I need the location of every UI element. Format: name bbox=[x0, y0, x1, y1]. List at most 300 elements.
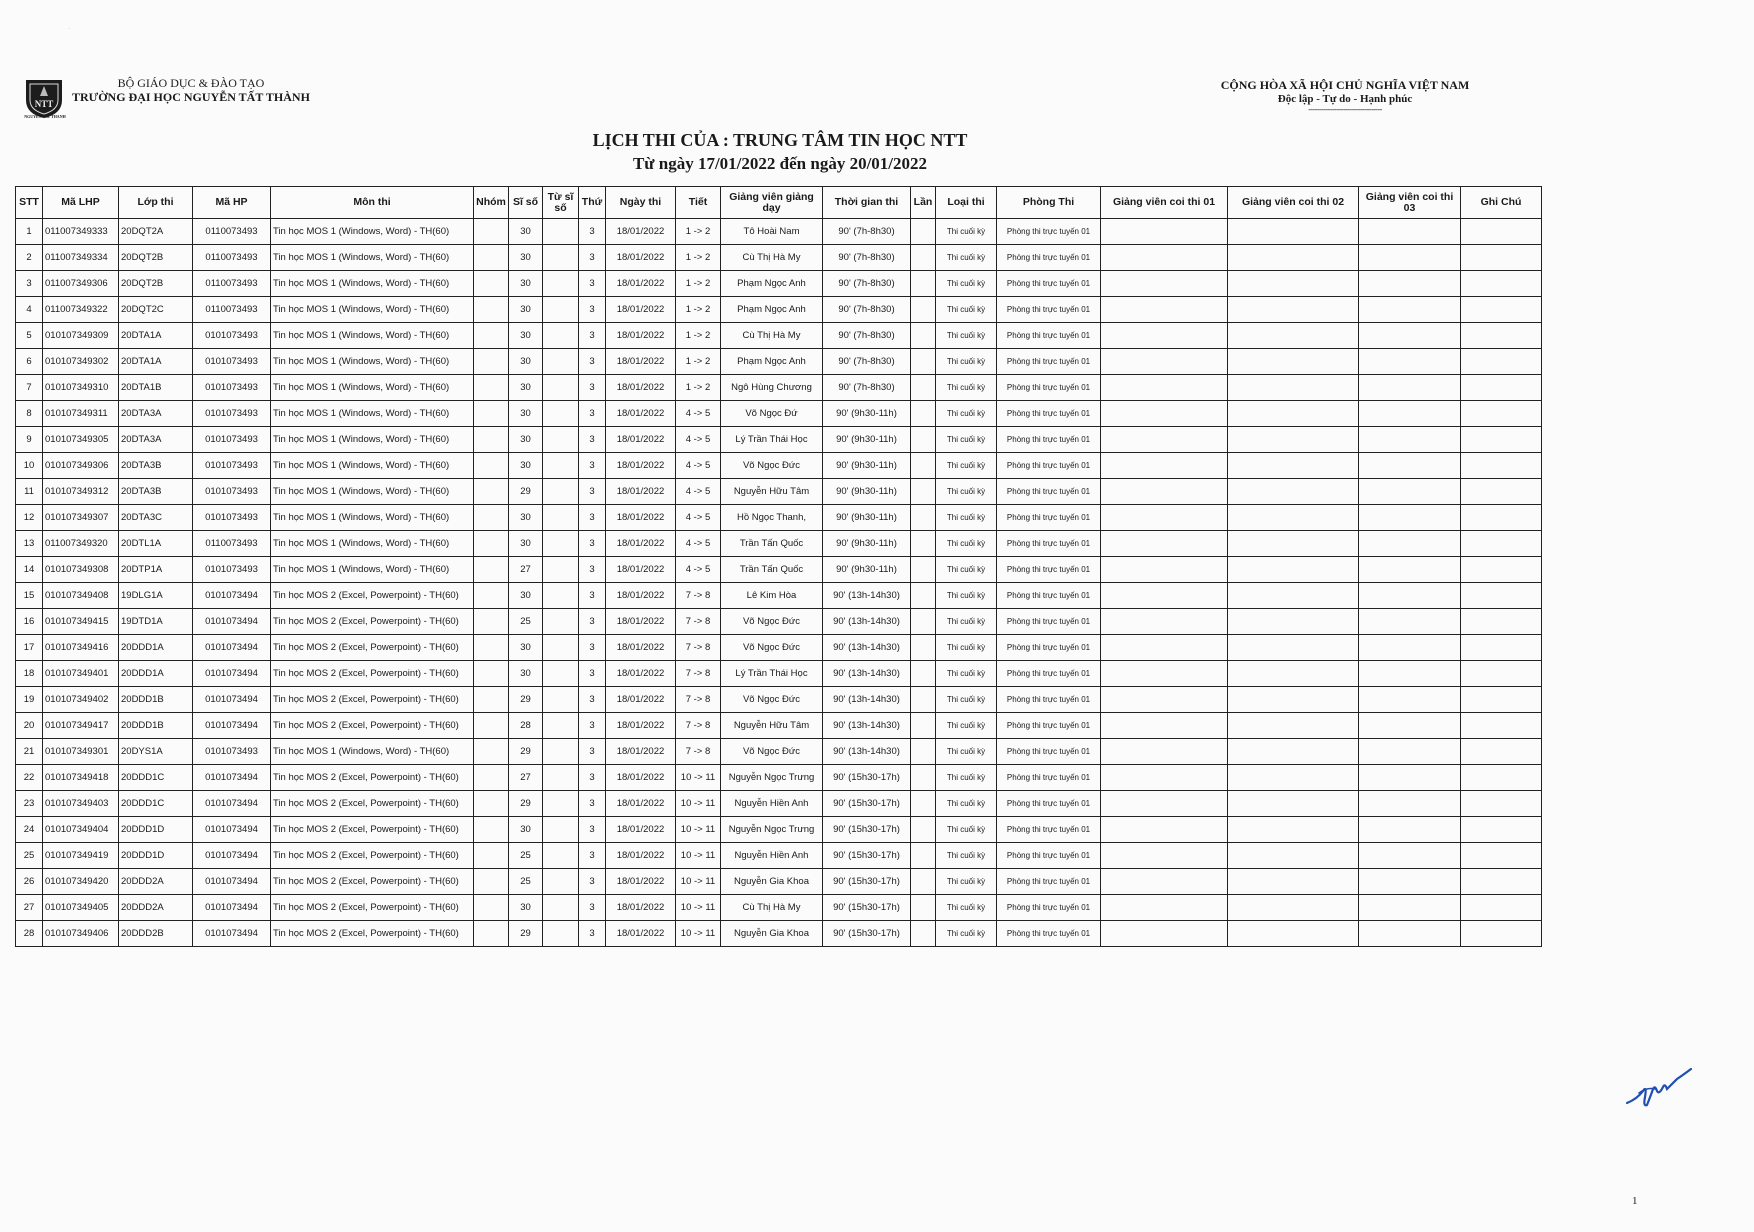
cell-gv-coi-thi-03 bbox=[1359, 869, 1461, 895]
cell-tiet: 10 -> 11 bbox=[676, 843, 721, 869]
table-row bbox=[16, 817, 1542, 843]
cell-giang-vien: Phạm Ngọc Anh bbox=[721, 297, 823, 323]
cell-ngay-thi: 18/01/2022 bbox=[606, 349, 676, 375]
cell-lan bbox=[911, 505, 936, 531]
cell-ma-hp: 0101073494 bbox=[193, 817, 271, 843]
cell-phong-thi: Phòng thi trực tuyến 01 bbox=[997, 765, 1101, 791]
cell-ma-hp: 0101073493 bbox=[193, 479, 271, 505]
cell-thoi-gian-thi: 90' (13h-14h30) bbox=[823, 661, 911, 687]
cell-thu: 3 bbox=[579, 557, 606, 583]
cell-gv-coi-thi-01 bbox=[1101, 921, 1228, 947]
cell-si-so: 30 bbox=[509, 661, 543, 687]
cell-ma-hp: 0101073494 bbox=[193, 583, 271, 609]
cell-ma-hp: 0110073493 bbox=[193, 297, 271, 323]
cell-thu: 3 bbox=[579, 635, 606, 661]
cell-gv-coi-thi-02 bbox=[1228, 635, 1359, 661]
cell-lop-thi: 20DDD2A bbox=[119, 869, 193, 895]
cell-ghi-chu bbox=[1461, 557, 1542, 583]
cell-gv-coi-thi-01 bbox=[1101, 895, 1228, 921]
cell-tiet: 4 -> 5 bbox=[676, 557, 721, 583]
cell-thoi-gian-thi: 90' (7h-8h30) bbox=[823, 323, 911, 349]
column-header-gv-coi-thi-02: Giảng viên coi thi 02 bbox=[1228, 187, 1359, 219]
cell-nhom bbox=[474, 323, 509, 349]
cell-lop-thi: 20DTA1B bbox=[119, 375, 193, 401]
cell-phong-thi: Phòng thi trực tuyến 01 bbox=[997, 297, 1101, 323]
cell-giang-vien: Cù Thị Hà My bbox=[721, 245, 823, 271]
cell-gv-coi-thi-03 bbox=[1359, 219, 1461, 245]
cell-gv-coi-thi-02 bbox=[1228, 713, 1359, 739]
cell-mon-thi: Tin học MOS 1 (Windows, Word) - TH(60) bbox=[271, 427, 474, 453]
cell-mon-thi: Tin học MOS 2 (Excel, Powerpoint) - TH(60) bbox=[271, 921, 474, 947]
cell-lan bbox=[911, 921, 936, 947]
column-header-tiet: Tiết bbox=[676, 187, 721, 219]
cell-lan bbox=[911, 323, 936, 349]
cell-si-so: 30 bbox=[509, 323, 543, 349]
table-row bbox=[16, 791, 1542, 817]
cell-thu: 3 bbox=[579, 531, 606, 557]
cell-lan bbox=[911, 219, 936, 245]
cell-lan bbox=[911, 869, 936, 895]
cell-lop-thi: 20DDD1C bbox=[119, 791, 193, 817]
cell-phong-thi: Phòng thi trực tuyến 01 bbox=[997, 453, 1101, 479]
cell-lop-thi: 20DTP1A bbox=[119, 557, 193, 583]
logo-caption: NGUYEN TAT THANH bbox=[24, 114, 66, 119]
national-motto: Độc lập - Tự do - Hạnh phúc bbox=[1277, 93, 1413, 105]
cell-phong-thi: Phòng thi trực tuyến 01 bbox=[997, 921, 1101, 947]
cell-ma-hp: 0101073493 bbox=[193, 505, 271, 531]
cell-mon-thi: Tin học MOS 2 (Excel, Powerpoint) - TH(60) bbox=[271, 869, 474, 895]
cell-loai-thi: Thi cuối kỳ bbox=[936, 245, 997, 271]
cell-lop-thi: 20DTA3A bbox=[119, 401, 193, 427]
cell-mon-thi: Tin học MOS 2 (Excel, Powerpoint) - TH(60) bbox=[271, 583, 474, 609]
cell-gv-coi-thi-02 bbox=[1228, 453, 1359, 479]
cell-ngay-thi: 18/01/2022 bbox=[606, 531, 676, 557]
cell-gv-coi-thi-01 bbox=[1101, 661, 1228, 687]
cell-phong-thi: Phòng thi trực tuyến 01 bbox=[997, 427, 1101, 453]
cell-loai-thi: Thi cuối kỳ bbox=[936, 869, 997, 895]
cell-gv-coi-thi-03 bbox=[1359, 765, 1461, 791]
table-row bbox=[16, 687, 1542, 713]
column-header-lop-thi: Lớp thi bbox=[119, 187, 193, 219]
cell-lan bbox=[911, 453, 936, 479]
cell-giang-vien: Nguyễn Gia Khoa bbox=[721, 869, 823, 895]
cell-stt: 16 bbox=[16, 609, 43, 635]
cell-si-so: 30 bbox=[509, 349, 543, 375]
cell-ghi-chu bbox=[1461, 869, 1542, 895]
cell-ma-lhp: 010107349305 bbox=[43, 427, 119, 453]
cell-lan bbox=[911, 349, 936, 375]
cell-si-so: 27 bbox=[509, 765, 543, 791]
cell-phong-thi: Phòng thi trực tuyến 01 bbox=[997, 843, 1101, 869]
cell-phong-thi: Phòng thi trực tuyến 01 bbox=[997, 609, 1101, 635]
table-row bbox=[16, 843, 1542, 869]
cell-tu-si-so bbox=[543, 453, 579, 479]
table-row bbox=[16, 895, 1542, 921]
cell-si-so: 29 bbox=[509, 739, 543, 765]
cell-giang-vien: Võ Ngọc Đức bbox=[721, 453, 823, 479]
cell-si-so: 30 bbox=[509, 635, 543, 661]
cell-stt: 24 bbox=[16, 817, 43, 843]
cell-giang-vien: Nguyễn Hiền Anh bbox=[721, 843, 823, 869]
cell-phong-thi: Phòng thi trực tuyến 01 bbox=[997, 401, 1101, 427]
cell-tiet: 7 -> 8 bbox=[676, 713, 721, 739]
cell-mon-thi: Tin học MOS 1 (Windows, Word) - TH(60) bbox=[271, 531, 474, 557]
cell-lan bbox=[911, 661, 936, 687]
cell-ngay-thi: 18/01/2022 bbox=[606, 895, 676, 921]
cell-gv-coi-thi-01 bbox=[1101, 609, 1228, 635]
table-row bbox=[16, 453, 1542, 479]
cell-ngay-thi: 18/01/2022 bbox=[606, 323, 676, 349]
cell-ghi-chu bbox=[1461, 609, 1542, 635]
cell-lop-thi: 20DDD1B bbox=[119, 713, 193, 739]
cell-ma-hp: 0101073494 bbox=[193, 661, 271, 687]
cell-ma-hp: 0101073493 bbox=[193, 739, 271, 765]
cell-gv-coi-thi-01 bbox=[1101, 635, 1228, 661]
cell-gv-coi-thi-03 bbox=[1359, 713, 1461, 739]
cell-ghi-chu bbox=[1461, 739, 1542, 765]
cell-ngay-thi: 18/01/2022 bbox=[606, 505, 676, 531]
cell-nhom bbox=[474, 349, 509, 375]
cell-gv-coi-thi-01 bbox=[1101, 843, 1228, 869]
cell-thoi-gian-thi: 90' (9h30-11h) bbox=[823, 505, 911, 531]
table-body bbox=[16, 219, 1542, 947]
cell-loai-thi: Thi cuối kỳ bbox=[936, 453, 997, 479]
cell-thu: 3 bbox=[579, 739, 606, 765]
cell-gv-coi-thi-03 bbox=[1359, 635, 1461, 661]
cell-stt: 12 bbox=[16, 505, 43, 531]
cell-si-so: 30 bbox=[509, 505, 543, 531]
cell-nhom bbox=[474, 765, 509, 791]
cell-gv-coi-thi-01 bbox=[1101, 713, 1228, 739]
cell-gv-coi-thi-01 bbox=[1101, 297, 1228, 323]
cell-gv-coi-thi-03 bbox=[1359, 245, 1461, 271]
cell-thoi-gian-thi: 90' (15h30-17h) bbox=[823, 921, 911, 947]
cell-thoi-gian-thi: 90' (9h30-11h) bbox=[823, 479, 911, 505]
cell-mon-thi: Tin học MOS 1 (Windows, Word) - TH(60) bbox=[271, 245, 474, 271]
cell-mon-thi: Tin học MOS 2 (Excel, Powerpoint) - TH(60) bbox=[271, 765, 474, 791]
cell-stt: 10 bbox=[16, 453, 43, 479]
cell-tiet: 1 -> 2 bbox=[676, 297, 721, 323]
cell-tiet: 1 -> 2 bbox=[676, 349, 721, 375]
cell-thu: 3 bbox=[579, 479, 606, 505]
cell-thoi-gian-thi: 90' (7h-8h30) bbox=[823, 219, 911, 245]
cell-gv-coi-thi-03 bbox=[1359, 271, 1461, 297]
cell-gv-coi-thi-02 bbox=[1228, 791, 1359, 817]
cell-mon-thi: Tin học MOS 2 (Excel, Powerpoint) - TH(60) bbox=[271, 713, 474, 739]
cell-nhom bbox=[474, 661, 509, 687]
cell-tu-si-so bbox=[543, 349, 579, 375]
cell-ghi-chu bbox=[1461, 479, 1542, 505]
cell-nhom bbox=[474, 453, 509, 479]
cell-gv-coi-thi-02 bbox=[1228, 479, 1359, 505]
cell-gv-coi-thi-01 bbox=[1101, 349, 1228, 375]
cell-ngay-thi: 18/01/2022 bbox=[606, 219, 676, 245]
cell-gv-coi-thi-01 bbox=[1101, 739, 1228, 765]
cell-gv-coi-thi-03 bbox=[1359, 375, 1461, 401]
cell-thu: 3 bbox=[579, 453, 606, 479]
table-row bbox=[16, 349, 1542, 375]
cell-loai-thi: Thi cuối kỳ bbox=[936, 791, 997, 817]
cell-stt: 21 bbox=[16, 739, 43, 765]
cell-lop-thi: 20DQT2C bbox=[119, 297, 193, 323]
cell-loai-thi: Thi cuối kỳ bbox=[936, 895, 997, 921]
cell-gv-coi-thi-03 bbox=[1359, 323, 1461, 349]
cell-giang-vien: Võ Ngọc Đứ bbox=[721, 401, 823, 427]
cell-ngay-thi: 18/01/2022 bbox=[606, 843, 676, 869]
cell-gv-coi-thi-03 bbox=[1359, 791, 1461, 817]
cell-mon-thi: Tin học MOS 2 (Excel, Powerpoint) - TH(60) bbox=[271, 895, 474, 921]
table-row bbox=[16, 427, 1542, 453]
cell-tu-si-so bbox=[543, 635, 579, 661]
cell-thoi-gian-thi: 90' (13h-14h30) bbox=[823, 713, 911, 739]
cell-thoi-gian-thi: 90' (7h-8h30) bbox=[823, 271, 911, 297]
cell-ghi-chu bbox=[1461, 921, 1542, 947]
cell-ghi-chu bbox=[1461, 817, 1542, 843]
cell-giang-vien: Nguyễn Hữu Tâm bbox=[721, 479, 823, 505]
cell-gv-coi-thi-02 bbox=[1228, 869, 1359, 895]
cell-thoi-gian-thi: 90' (7h-8h30) bbox=[823, 375, 911, 401]
cell-ngay-thi: 18/01/2022 bbox=[606, 661, 676, 687]
cell-gv-coi-thi-02 bbox=[1228, 739, 1359, 765]
cell-giang-vien: Nguyễn Ngọc Trưng bbox=[721, 817, 823, 843]
cell-lan bbox=[911, 817, 936, 843]
table-row bbox=[16, 479, 1542, 505]
cell-loai-thi: Thi cuối kỳ bbox=[936, 635, 997, 661]
cell-nhom bbox=[474, 479, 509, 505]
cell-si-so: 29 bbox=[509, 791, 543, 817]
cell-thu: 3 bbox=[579, 791, 606, 817]
cell-lop-thi: 20DDD2A bbox=[119, 895, 193, 921]
cell-lop-thi: 20DDD1B bbox=[119, 687, 193, 713]
cell-giang-vien: Ngô Hùng Chương bbox=[721, 375, 823, 401]
cell-tu-si-so bbox=[543, 895, 579, 921]
cell-giang-vien: Tô Hoài Nam bbox=[721, 219, 823, 245]
cell-gv-coi-thi-03 bbox=[1359, 479, 1461, 505]
cell-lan bbox=[911, 843, 936, 869]
cell-ngay-thi: 18/01/2022 bbox=[606, 817, 676, 843]
cell-gv-coi-thi-02 bbox=[1228, 297, 1359, 323]
cell-lan bbox=[911, 427, 936, 453]
cell-phong-thi: Phòng thi trực tuyến 01 bbox=[997, 557, 1101, 583]
cell-ngay-thi: 18/01/2022 bbox=[606, 479, 676, 505]
cell-ngay-thi: 18/01/2022 bbox=[606, 791, 676, 817]
cell-ma-hp: 0110073493 bbox=[193, 271, 271, 297]
cell-giang-vien: Nguyễn Hữu Tâm bbox=[721, 713, 823, 739]
cell-gv-coi-thi-02 bbox=[1228, 843, 1359, 869]
title-line-1: LỊCH THI CỦA : TRUNG TÂM TIN HỌC NTT bbox=[592, 130, 968, 150]
cell-si-so: 30 bbox=[509, 427, 543, 453]
cell-stt: 23 bbox=[16, 791, 43, 817]
cell-phong-thi: Phòng thi trực tuyến 01 bbox=[997, 505, 1101, 531]
cell-phong-thi: Phòng thi trực tuyến 01 bbox=[997, 479, 1101, 505]
cell-ma-lhp: 010107349307 bbox=[43, 505, 119, 531]
cell-phong-thi: Phòng thi trực tuyến 01 bbox=[997, 635, 1101, 661]
cell-phong-thi: Phòng thi trực tuyến 01 bbox=[997, 219, 1101, 245]
cell-lop-thi: 20DDD1A bbox=[119, 635, 193, 661]
cell-stt: 6 bbox=[16, 349, 43, 375]
cell-phong-thi: Phòng thi trực tuyến 01 bbox=[997, 791, 1101, 817]
cell-phong-thi: Phòng thi trực tuyến 01 bbox=[997, 817, 1101, 843]
cell-si-so: 28 bbox=[509, 713, 543, 739]
cell-ma-lhp: 010107349302 bbox=[43, 349, 119, 375]
cell-si-so: 30 bbox=[509, 817, 543, 843]
cell-gv-coi-thi-01 bbox=[1101, 557, 1228, 583]
cell-stt: 15 bbox=[16, 583, 43, 609]
cell-nhom bbox=[474, 271, 509, 297]
cell-ghi-chu bbox=[1461, 401, 1542, 427]
cell-thoi-gian-thi: 90' (7h-8h30) bbox=[823, 245, 911, 271]
cell-mon-thi: Tin học MOS 1 (Windows, Word) - TH(60) bbox=[271, 401, 474, 427]
column-header-ngay-thi: Ngày thi bbox=[606, 187, 676, 219]
column-header-thoi-gian-thi: Thời gian thi bbox=[823, 187, 911, 219]
cell-mon-thi: Tin học MOS 1 (Windows, Word) - TH(60) bbox=[271, 557, 474, 583]
cell-ghi-chu bbox=[1461, 661, 1542, 687]
cell-giang-vien: Võ Ngọc Đức bbox=[721, 739, 823, 765]
cell-ma-lhp: 010107349309 bbox=[43, 323, 119, 349]
cell-ngay-thi: 18/01/2022 bbox=[606, 609, 676, 635]
cell-nhom bbox=[474, 687, 509, 713]
logo-letters: NTT bbox=[34, 99, 54, 109]
cell-ghi-chu bbox=[1461, 635, 1542, 661]
table-row bbox=[16, 297, 1542, 323]
column-header-giang-vien: Giảng viên giảng dạy bbox=[721, 187, 823, 219]
cell-stt: 7 bbox=[16, 375, 43, 401]
cell-lop-thi: 20DDD2B bbox=[119, 921, 193, 947]
cell-mon-thi: Tin học MOS 1 (Windows, Word) - TH(60) bbox=[271, 349, 474, 375]
cell-thu: 3 bbox=[579, 505, 606, 531]
cell-ghi-chu bbox=[1461, 427, 1542, 453]
cell-stt: 11 bbox=[16, 479, 43, 505]
cell-loai-thi: Thi cuối kỳ bbox=[936, 505, 997, 531]
cell-ma-lhp: 010107349418 bbox=[43, 765, 119, 791]
cell-mon-thi: Tin học MOS 1 (Windows, Word) - TH(60) bbox=[271, 375, 474, 401]
cell-tu-si-so bbox=[543, 765, 579, 791]
cell-lop-thi: 20DQT2A bbox=[119, 219, 193, 245]
cell-phong-thi: Phòng thi trực tuyến 01 bbox=[997, 323, 1101, 349]
cell-lan bbox=[911, 531, 936, 557]
cell-ghi-chu bbox=[1461, 765, 1542, 791]
cell-gv-coi-thi-01 bbox=[1101, 791, 1228, 817]
cell-stt: 27 bbox=[16, 895, 43, 921]
page-number: 1 bbox=[1632, 1195, 1638, 1207]
table-row bbox=[16, 713, 1542, 739]
cell-tu-si-so bbox=[543, 687, 579, 713]
cell-gv-coi-thi-01 bbox=[1101, 427, 1228, 453]
table-row bbox=[16, 245, 1542, 271]
cell-gv-coi-thi-02 bbox=[1228, 895, 1359, 921]
cell-tu-si-so bbox=[543, 921, 579, 947]
cell-ma-hp: 0101073494 bbox=[193, 713, 271, 739]
cell-ma-hp: 0101073493 bbox=[193, 427, 271, 453]
cell-ma-lhp: 010107349406 bbox=[43, 921, 119, 947]
cell-tiet: 1 -> 2 bbox=[676, 219, 721, 245]
cell-phong-thi: Phòng thi trực tuyến 01 bbox=[997, 661, 1101, 687]
cell-thu: 3 bbox=[579, 765, 606, 791]
cell-loai-thi: Thi cuối kỳ bbox=[936, 661, 997, 687]
cell-gv-coi-thi-03 bbox=[1359, 739, 1461, 765]
cell-tiet: 7 -> 8 bbox=[676, 583, 721, 609]
cell-ma-lhp: 010107349416 bbox=[43, 635, 119, 661]
cell-tu-si-so bbox=[543, 531, 579, 557]
cell-nhom bbox=[474, 635, 509, 661]
cell-phong-thi: Phòng thi trực tuyến 01 bbox=[997, 687, 1101, 713]
column-header-nhom: Nhóm bbox=[474, 187, 509, 219]
cell-phong-thi: Phòng thi trực tuyến 01 bbox=[997, 349, 1101, 375]
cell-phong-thi: Phòng thi trực tuyến 01 bbox=[997, 531, 1101, 557]
cell-ma-hp: 0110073493 bbox=[193, 245, 271, 271]
cell-si-so: 29 bbox=[509, 687, 543, 713]
table-row bbox=[16, 661, 1542, 687]
title-line-2: Từ ngày 17/01/2022 đến ngày 20/01/2022 bbox=[632, 154, 928, 173]
country-name: CỘNG HÒA XÃ HỘI CHỦ NGHĨA VIỆT NAM bbox=[1220, 78, 1470, 92]
cell-gv-coi-thi-02 bbox=[1228, 219, 1359, 245]
cell-thoi-gian-thi: 90' (13h-14h30) bbox=[823, 583, 911, 609]
cell-ghi-chu bbox=[1461, 349, 1542, 375]
cell-nhom bbox=[474, 427, 509, 453]
cell-lop-thi: 20DTA1A bbox=[119, 323, 193, 349]
ministry-name: BỘ GIÁO DỤC & ĐÀO TẠO bbox=[117, 76, 265, 90]
cell-thoi-gian-thi: 90' (15h30-17h) bbox=[823, 843, 911, 869]
cell-thu: 3 bbox=[579, 687, 606, 713]
cell-mon-thi: Tin học MOS 1 (Windows, Word) - TH(60) bbox=[271, 271, 474, 297]
cell-thoi-gian-thi: 90' (13h-14h30) bbox=[823, 739, 911, 765]
cell-ghi-chu bbox=[1461, 245, 1542, 271]
cell-thu: 3 bbox=[579, 921, 606, 947]
cell-gv-coi-thi-02 bbox=[1228, 375, 1359, 401]
cell-nhom bbox=[474, 843, 509, 869]
column-header-thu: Thứ bbox=[579, 187, 606, 219]
cell-tu-si-so bbox=[543, 609, 579, 635]
cell-giang-vien: Cù Thị Hà My bbox=[721, 895, 823, 921]
cell-ma-hp: 0110073493 bbox=[193, 531, 271, 557]
cell-ghi-chu bbox=[1461, 453, 1542, 479]
cell-gv-coi-thi-03 bbox=[1359, 557, 1461, 583]
cell-gv-coi-thi-01 bbox=[1101, 245, 1228, 271]
cell-nhom bbox=[474, 739, 509, 765]
cell-lan bbox=[911, 245, 936, 271]
cell-tu-si-so bbox=[543, 323, 579, 349]
cell-thu: 3 bbox=[579, 323, 606, 349]
cell-gv-coi-thi-02 bbox=[1228, 505, 1359, 531]
cell-tu-si-so bbox=[543, 713, 579, 739]
cell-lop-thi: 19DTD1A bbox=[119, 609, 193, 635]
table-row bbox=[16, 609, 1542, 635]
cell-giang-vien: Nguyễn Ngọc Trưng bbox=[721, 765, 823, 791]
motto-rule: ---------------------------------- bbox=[1308, 105, 1382, 114]
cell-lop-thi: 20DTA3A bbox=[119, 427, 193, 453]
column-header-loai-thi: Loại thi bbox=[936, 187, 997, 219]
cell-loai-thi: Thi cuối kỳ bbox=[936, 297, 997, 323]
cell-loai-thi: Thi cuối kỳ bbox=[936, 687, 997, 713]
cell-gv-coi-thi-02 bbox=[1228, 271, 1359, 297]
cell-loai-thi: Thi cuối kỳ bbox=[936, 713, 997, 739]
cell-tiet: 10 -> 11 bbox=[676, 869, 721, 895]
cell-gv-coi-thi-02 bbox=[1228, 661, 1359, 687]
cell-loai-thi: Thi cuối kỳ bbox=[936, 583, 997, 609]
scan-mark: · bbox=[68, 26, 70, 32]
column-header-tu-si-so: Từ sĩ số bbox=[543, 187, 579, 219]
cell-ma-lhp: 010107349301 bbox=[43, 739, 119, 765]
cell-lan bbox=[911, 557, 936, 583]
cell-nhom bbox=[474, 245, 509, 271]
cell-gv-coi-thi-03 bbox=[1359, 661, 1461, 687]
cell-ghi-chu bbox=[1461, 323, 1542, 349]
cell-loai-thi: Thi cuối kỳ bbox=[936, 401, 997, 427]
table-row bbox=[16, 323, 1542, 349]
cell-tu-si-so bbox=[543, 427, 579, 453]
cell-ma-hp: 0101073494 bbox=[193, 921, 271, 947]
cell-gv-coi-thi-01 bbox=[1101, 531, 1228, 557]
